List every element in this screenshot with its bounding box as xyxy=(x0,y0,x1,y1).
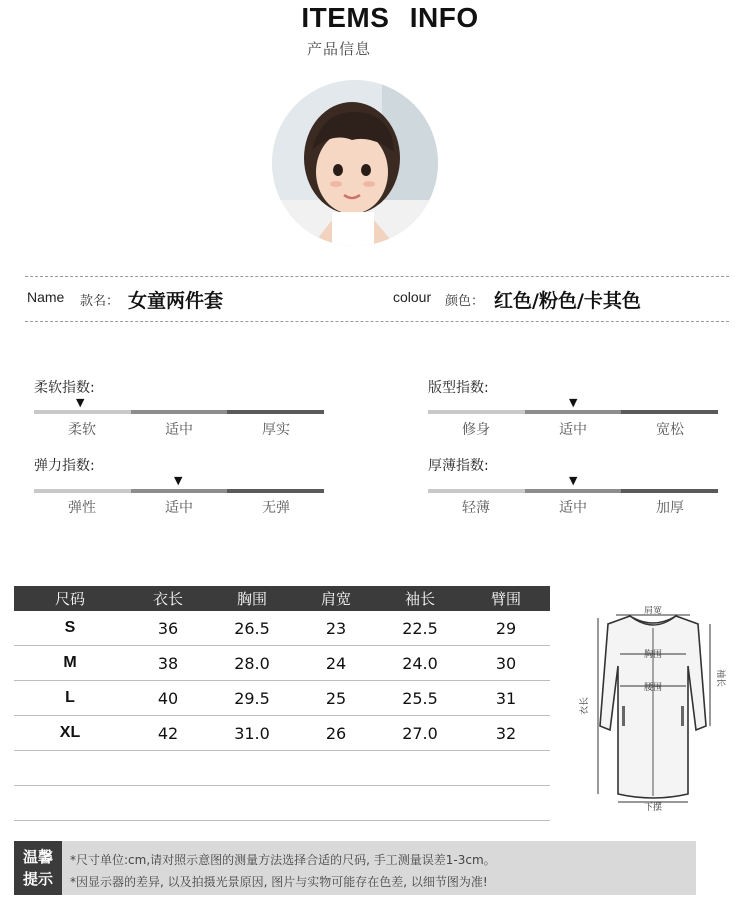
table-row-empty xyxy=(14,751,550,786)
table-cell: 24.0 xyxy=(378,646,462,681)
table-row xyxy=(14,611,550,646)
softness-scale xyxy=(34,410,324,414)
size-table-header xyxy=(14,586,550,611)
fit-level-2: 适中 xyxy=(559,422,587,438)
table-cell: 32 xyxy=(462,716,550,751)
table-cell: 24 xyxy=(294,646,378,681)
table-cell: L xyxy=(14,681,126,716)
col-length: 衣长 xyxy=(126,586,210,611)
table-cell: 25 xyxy=(294,681,378,716)
elasticity-index-label: 弹力指数: xyxy=(34,458,95,474)
table-cell: 26.5 xyxy=(210,611,294,646)
thickness-index-label: 厚薄指数: xyxy=(428,458,489,474)
table-cell: 38 xyxy=(126,646,210,681)
thickness-scale xyxy=(428,489,718,493)
page-subtitle: 产品信息 xyxy=(307,40,372,58)
diagram-waist-label: 腰围 xyxy=(643,683,663,693)
thickness-marker-icon: ▼ xyxy=(569,474,578,487)
table-cell: 36 xyxy=(126,611,210,646)
col-sleeve: 袖长 xyxy=(378,586,462,611)
fit-level-3: 宽松 xyxy=(656,422,684,438)
child-portrait-illustration xyxy=(272,80,438,246)
diagram-hem-label: 下摆 xyxy=(643,803,663,811)
table-row xyxy=(14,716,550,751)
diagram-length-label: 衣长 xyxy=(580,696,590,716)
table-cell: 40 xyxy=(126,681,210,716)
table-cell: 28.0 xyxy=(210,646,294,681)
colour-label-zh: 颜色： xyxy=(445,294,485,309)
product-name: 女童两件套 xyxy=(128,290,224,312)
elasticity-level-1: 弹性 xyxy=(68,500,96,516)
table-cell: 31 xyxy=(462,681,550,716)
table-cell: 29.5 xyxy=(210,681,294,716)
softness-level-2: 适中 xyxy=(165,422,193,438)
diagram-sleeve-label: 袖长 xyxy=(715,668,725,688)
softness-marker-icon: ▼ xyxy=(76,396,85,409)
table-cell: 42 xyxy=(126,716,210,751)
fit-index-label: 版型指数: xyxy=(428,380,489,396)
colour-label-en: colour xyxy=(393,289,432,305)
table-cell: M xyxy=(14,646,126,681)
col-size: 尺码 xyxy=(14,586,126,611)
tips-badge xyxy=(14,841,62,895)
name-label-en: Name xyxy=(27,289,65,305)
elasticity-scale xyxy=(34,489,324,493)
softness-level-1: 柔软 xyxy=(68,422,96,438)
col-arm: 臂围 xyxy=(462,586,550,611)
divider-top xyxy=(25,276,729,277)
col-shoulder: 肩宽 xyxy=(294,586,378,611)
table-row xyxy=(14,646,550,681)
elasticity-marker-icon: ▼ xyxy=(174,474,183,487)
elasticity-level-3: 无弹 xyxy=(262,500,290,516)
table-cell: 30 xyxy=(462,646,550,681)
thickness-level-2: 适中 xyxy=(559,500,587,516)
softness-level-3: 厚实 xyxy=(262,422,290,438)
table-row-empty xyxy=(14,786,550,821)
diagram-chest-label: 胸围 xyxy=(643,650,663,660)
table-cell: 31.0 xyxy=(210,716,294,751)
table-row xyxy=(14,681,550,716)
softness-index-label: 柔软指数: xyxy=(34,380,95,396)
table-cell: 23 xyxy=(294,611,378,646)
table-cell: XL xyxy=(14,716,126,751)
table-cell: 29 xyxy=(462,611,550,646)
product-colours: 红色/粉色/卡其色 xyxy=(494,290,641,312)
thickness-level-3: 加厚 xyxy=(656,500,684,516)
elasticity-level-2: 适中 xyxy=(165,500,193,516)
size-table xyxy=(14,586,550,821)
garment-measurement-diagram xyxy=(578,606,728,811)
avatar xyxy=(272,80,438,246)
table-cell: S xyxy=(14,611,126,646)
table-cell: 25.5 xyxy=(378,681,462,716)
tips-badge-line2: 提示 xyxy=(22,870,53,888)
name-label-zh: 款名： xyxy=(80,294,120,309)
thickness-level-1: 轻薄 xyxy=(462,500,490,516)
table-cell: 22.5 xyxy=(378,611,462,646)
tips-badge-line1: 温馨 xyxy=(22,848,53,866)
diagram-shoulder-label: 肩宽 xyxy=(643,606,663,616)
table-cell: 27.0 xyxy=(378,716,462,751)
col-chest: 胸围 xyxy=(210,586,294,611)
fit-scale xyxy=(428,410,718,414)
table-cell: 26 xyxy=(294,716,378,751)
tip-line-2: *因显示器的差异, 以及拍摄光景原因, 图片与实物可能存在色差, 以细节图为准! xyxy=(70,875,488,889)
tip-line-1: *尺寸单位:cm,请对照示意图的测量方法选择合适的尺码, 手工测量误差1-3cm。 xyxy=(70,853,496,867)
fit-marker-icon: ▼ xyxy=(569,396,578,409)
page-title: ITEMS INFO xyxy=(301,2,479,33)
divider-bottom xyxy=(25,321,729,322)
fit-level-1: 修身 xyxy=(462,422,490,438)
